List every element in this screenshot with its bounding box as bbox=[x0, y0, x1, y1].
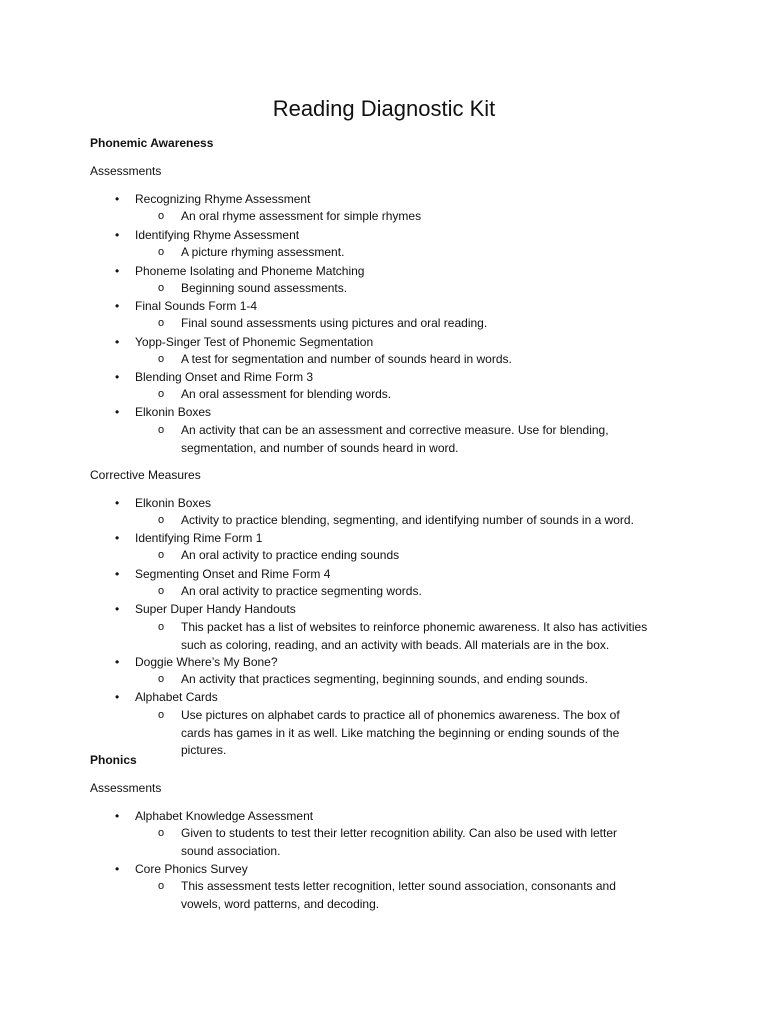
sub-bullet-marker: o bbox=[158, 880, 165, 892]
list-item-description: A test for segmentation and number of sounds heard in words. bbox=[181, 352, 512, 366]
bullet-marker: • bbox=[115, 299, 120, 313]
document-title: Reading Diagnostic Kit bbox=[272, 96, 496, 121]
sub-bullet-marker: o bbox=[158, 210, 165, 222]
list-item-title: Elkonin Boxes bbox=[135, 405, 212, 419]
subheading-assessments: Assessments bbox=[90, 781, 162, 795]
subheading-corrective-measures: Corrective Measures bbox=[90, 468, 201, 482]
sub-bullet-marker: o bbox=[158, 317, 165, 329]
sub-bullet-marker: o bbox=[158, 709, 165, 721]
list-item-title: Elkonin Boxes bbox=[135, 496, 212, 510]
sub-bullet-marker: o bbox=[158, 621, 165, 633]
list-item-title: Blending Onset and Rime Form 3 bbox=[135, 370, 314, 384]
list-item-description: An oral activity to practice segmenting words. bbox=[181, 584, 422, 598]
list-item-description: An activity that can be an assessment and corrective measure. Use for blending, segmentation, and number of sounds heard in word. bbox=[181, 423, 609, 455]
list-item-description: Beginning sound assessments. bbox=[181, 281, 348, 295]
bullet-marker: • bbox=[115, 602, 120, 616]
list-item-description: Activity to practice blending, segmenting, and identifying number of sounds in a word. bbox=[181, 513, 634, 527]
list-item-description: This packet has a list of websites to reinforce phonemic awareness. It also has activities such as coloring, reading, and an activity with beads. All materials are in the box. bbox=[181, 620, 648, 652]
bullet-marker: • bbox=[115, 228, 120, 242]
sub-bullet-marker: o bbox=[158, 514, 165, 526]
sub-bullet-marker: o bbox=[158, 424, 165, 436]
sub-bullet-marker: o bbox=[158, 673, 165, 685]
sub-bullet-marker: o bbox=[158, 827, 165, 839]
list-item-description: A picture rhyming assessment. bbox=[181, 245, 345, 259]
list-item-description: An oral rhyme assessment for simple rhymes bbox=[181, 209, 422, 223]
list-item-title: Alphabet Knowledge Assessment bbox=[135, 809, 314, 823]
sub-bullet-marker: o bbox=[158, 246, 165, 258]
list-item-title: Super Duper Handy Handouts bbox=[135, 602, 296, 616]
bullet-marker: • bbox=[115, 370, 120, 384]
list-item-description: This assessment tests letter recognition, letter sound association, consonants and vowels, word patterns, and decoding. bbox=[181, 879, 616, 911]
bullet-marker: • bbox=[115, 496, 120, 510]
bullet-marker: • bbox=[115, 567, 120, 581]
bullet-marker: • bbox=[115, 264, 120, 278]
bullet-marker: • bbox=[115, 655, 120, 669]
bullet-marker: • bbox=[115, 690, 120, 704]
list-item-description: An activity that practices segmenting, beginning sounds, and ending sounds. bbox=[181, 672, 588, 686]
list-item-title: Yopp-Singer Test of Phonemic Segmentation bbox=[135, 335, 374, 349]
section-heading-phonemic-awareness: Phonemic Awareness bbox=[90, 136, 214, 150]
bullet-marker: • bbox=[115, 405, 120, 419]
list-item-title: Identifying Rhyme Assessment bbox=[135, 228, 300, 242]
list-item-title: Phoneme Isolating and Phoneme Matching bbox=[135, 264, 365, 278]
section-heading-phonics: Phonics bbox=[90, 753, 137, 767]
list-item-description: An oral activity to practice ending sounds bbox=[181, 548, 400, 562]
list-item-title: Doggie Where’s My Bone? bbox=[135, 655, 278, 669]
subheading-assessments: Assessments bbox=[90, 164, 162, 178]
list-item-title: Identifying Rime Form 1 bbox=[135, 531, 263, 545]
list-item-description: Use pictures on alphabet cards to practice all of phonemics awareness. The box of cards has games in it as well. Like matching the beginning or ending sounds of the pictures. bbox=[181, 708, 620, 757]
list-item-title: Recognizing Rhyme Assessment bbox=[135, 192, 311, 206]
bullet-marker: • bbox=[115, 809, 120, 823]
bullet-marker: • bbox=[115, 335, 120, 349]
sub-bullet-marker: o bbox=[158, 549, 165, 561]
list-item-title: Alphabet Cards bbox=[135, 690, 218, 704]
sub-bullet-marker: o bbox=[158, 282, 165, 294]
sub-bullet-marker: o bbox=[158, 388, 165, 400]
bullet-marker: • bbox=[115, 192, 120, 206]
bullet-marker: • bbox=[115, 531, 120, 545]
list-item-title: Core Phonics Survey bbox=[135, 862, 248, 876]
list-item-description: Given to students to test their letter recognition ability. Can also be used with letter sound association. bbox=[181, 826, 618, 858]
sub-bullet-marker: o bbox=[158, 353, 165, 365]
bullet-marker: • bbox=[115, 862, 120, 876]
list-item-title: Segmenting Onset and Rime Form 4 bbox=[135, 567, 331, 581]
list-item-description: An oral assessment for blending words. bbox=[181, 387, 392, 401]
sub-bullet-marker: o bbox=[158, 585, 165, 597]
list-item-title: Final Sounds Form 1-4 bbox=[135, 299, 258, 313]
list-item-description: Final sound assessments using pictures and oral reading. bbox=[181, 316, 488, 330]
